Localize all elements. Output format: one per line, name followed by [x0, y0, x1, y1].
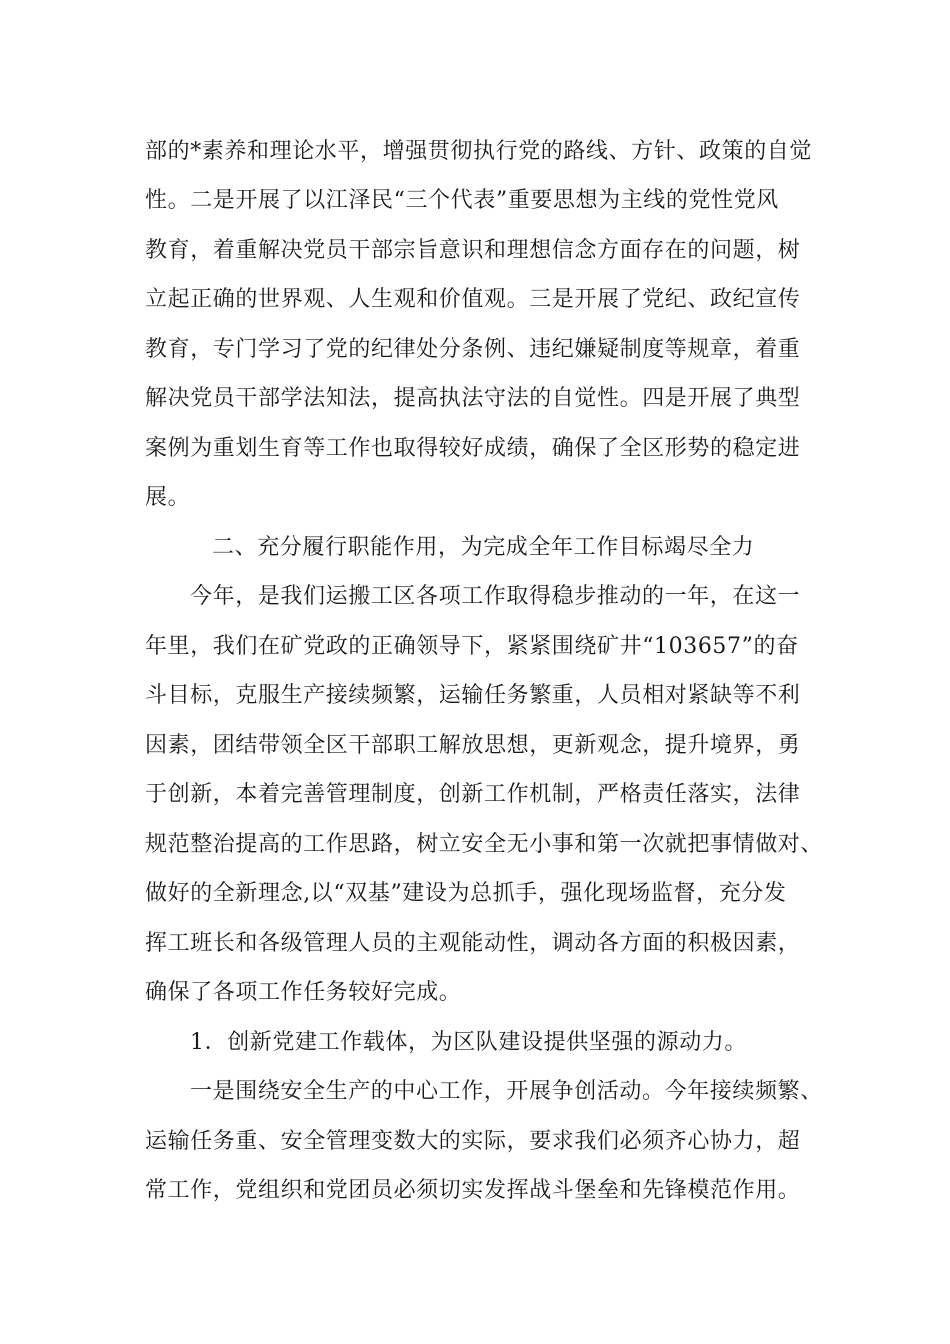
paragraph-line: 运输任务重、安全管理变数大的实际，要求我们必须齐心协力，超 [145, 1129, 801, 1154]
paragraph-line: 挥工班长和各级管理人员的主观能动性，调动各方面的积极因素， [145, 931, 801, 956]
paragraph-line: 一是围绕安全生产的中心工作，开展争创活动。今年接续频繁、 [190, 1079, 823, 1104]
paragraph-line: 做好的全新理念,以“双基”建设为总抓手，强化现场监督，充分发 [145, 881, 787, 906]
paragraph-line: 年里，我们在矿党政的正确领导下，紧紧围绕矿井“103657”的奋 [145, 634, 799, 659]
paragraph-line: 斗目标，克服生产接续频繁，运输任务繁重，人员相对紧缺等不利 [145, 683, 801, 708]
subsection-heading: 1．创新党建工作载体，为区队建设提供坚强的源动力。 [190, 1030, 747, 1055]
paragraph-line: 教育，专门学习了党的纪律处分条例、违纪嫌疑制度等规章，着重 [145, 337, 801, 362]
paragraph-line: 性。二是开展了以江泽民“三个代表”重要思想为主线的党性党风 [145, 188, 779, 213]
paragraph-line: 常工作，党组织和党团员必须切实发挥战斗堡垒和先锋模范作用。 [145, 1178, 801, 1203]
paragraph-line: 展。 [145, 485, 191, 510]
paragraph-line: 教育，着重解决党员干部宗旨意识和理想信念方面存在的问题，树 [145, 238, 801, 263]
paragraph-line: 确保了各项工作任务较好完成。 [145, 980, 462, 1005]
paragraph-line: 立起正确的世界观、人生观和价值观。三是开展了党纪、政纪宣传 [145, 287, 801, 312]
paragraph-line: 部的*素养和理论水平，增强贯彻执行党的路线、方针、政策的自觉 [145, 139, 813, 164]
paragraph-line: 解决党员干部学法知法，提高执法守法的自觉性。四是开展了典型 [145, 386, 801, 411]
paragraph-line: 今年，是我们运搬工区各项工作取得稳步推动的一年，在这一 [190, 584, 801, 609]
paragraph-line: 规范整治提高的工作思路，树立安全无小事和第一次就把事情做对、 [145, 832, 824, 857]
paragraph-line: 因素，团结带领全区干部职工解放思想，更新观念，提升境界，勇 [145, 733, 801, 758]
section-heading: 二、充分履行职能作用，为完成全年工作目标竭尽全力 [212, 535, 755, 560]
paragraph-line: 案例为重划生育等工作也取得较好成绩，确保了全区形势的稳定进 [145, 436, 801, 461]
paragraph-line: 于创新，本着完善管理制度，创新工作机制，严格责任落实，法律 [145, 782, 801, 807]
